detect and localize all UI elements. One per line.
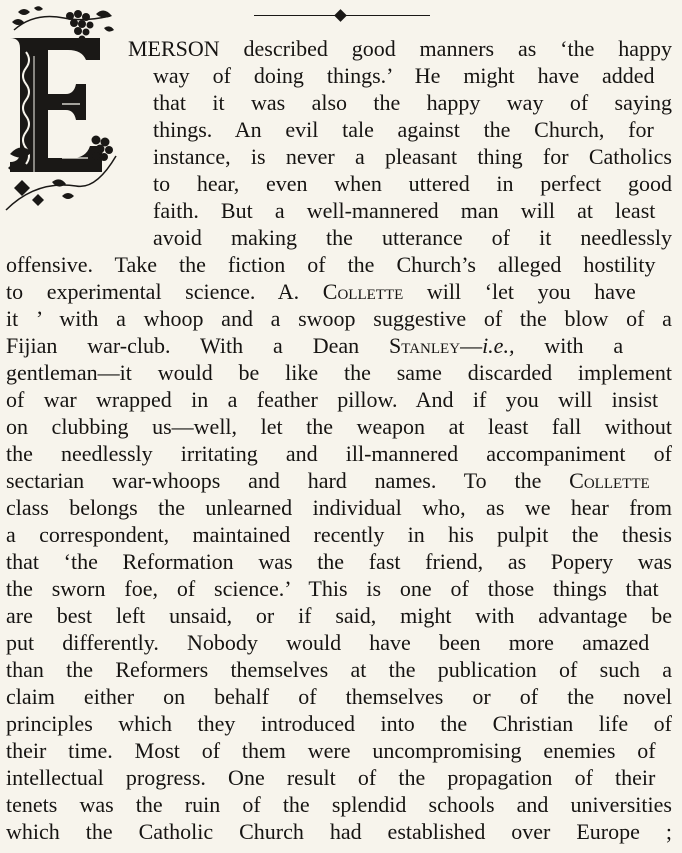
- text-line: [6, 524, 672, 546]
- text-run: are best left unsaid, or if said, might with advantage be: [6, 603, 673, 628]
- text-run: with a: [514, 333, 624, 358]
- text-run: described good manners as ‘the happy: [219, 36, 672, 61]
- text-run: offensive. Take the fiction of the Church’s alleged hostility: [6, 252, 656, 277]
- text-line: [153, 119, 654, 141]
- small-caps-name: Collette: [569, 468, 650, 493]
- text-line: [6, 470, 650, 492]
- text-line: [6, 632, 649, 654]
- text-run: to experimental science. A.: [6, 279, 323, 304]
- text-line: [6, 443, 672, 465]
- text-line: [153, 200, 655, 222]
- text-run: on clubbing us—well, let the weapon at least fall without: [6, 414, 672, 439]
- text-line: [6, 821, 672, 843]
- text-line: [6, 362, 672, 384]
- drop-cap-ornament: [4, 4, 118, 216]
- small-caps-name: Collette: [322, 279, 404, 304]
- text-line: [153, 173, 672, 195]
- text-run: than the Reformers themselves at the publication of such a: [6, 657, 673, 682]
- text-run: the sworn foe, of science.’ This is one of those things that: [6, 576, 659, 601]
- text-line: [6, 281, 636, 303]
- text-run: to hear, even when uttered in perfect good: [153, 171, 672, 196]
- rule-diamond: [334, 9, 347, 22]
- text-line: [6, 605, 672, 627]
- small-caps-name: MERSON: [128, 36, 220, 61]
- text-line: [6, 659, 672, 681]
- text-run: the needlessly irritating and ill-mannered accompaniment of: [6, 441, 672, 466]
- text-line: [6, 767, 655, 789]
- text-run: of war wrapped in a feather pillow. And if you will insist: [6, 387, 659, 412]
- text-run: faith. But a well-mannered man will at least: [153, 198, 656, 223]
- text-run: that ‘the Reformation was the fast friend, as Popery was: [6, 549, 672, 574]
- text-run: —: [460, 333, 483, 358]
- text-run: their time. Most of them were uncompromising enemies of: [6, 738, 656, 763]
- ornamental-rule: [254, 12, 430, 20]
- text-run: sectarian war-whoops and hard names. To the: [6, 468, 570, 493]
- text-run: will ‘let you have: [403, 279, 636, 304]
- text-run: a correspondent, maintained recently in his pulpit the thesis: [6, 522, 672, 547]
- text-line: [6, 794, 672, 816]
- text-line: [153, 146, 672, 168]
- text-run: put differently. Nobody would have been more amazed: [6, 630, 650, 655]
- italic-text: i.e.,: [482, 333, 515, 358]
- text-line: [6, 497, 672, 519]
- text-line: [6, 740, 656, 762]
- text-line: [128, 38, 672, 60]
- text-line: [6, 308, 672, 330]
- text-run: Fijian war-club. With a Dean: [6, 333, 390, 358]
- text-run: class belongs the unlearned individual who, as we hear from: [6, 495, 672, 520]
- text-run: intellectual progress. One result of the propagation of their: [6, 765, 656, 790]
- text-run: which the Catholic Church had established over Europe ;: [6, 819, 672, 844]
- text-line: [6, 335, 623, 357]
- text-run: principles which they introduced into the Christian life of: [6, 711, 672, 736]
- text-line: [6, 551, 672, 573]
- text-line: [153, 65, 655, 87]
- text-run: gentleman—it would be like the same discarded implement: [6, 360, 673, 385]
- text-line: [6, 389, 658, 411]
- text-line: [6, 686, 672, 708]
- text-run: claim either on behalf of themselves or of the novel: [6, 684, 673, 709]
- text-line: [6, 416, 672, 438]
- text-run: that it was also the happy way of saying: [153, 90, 672, 115]
- text-run: way of doing things.’ He might have added: [153, 63, 655, 88]
- text-run: instance, is never a pleasant thing for Catholics: [153, 144, 672, 169]
- text-line: [6, 713, 672, 735]
- text-run: tenets was the ruin of the splendid schools and universities: [6, 792, 672, 817]
- text-line: [153, 92, 672, 114]
- small-caps-name: Stanley: [389, 333, 461, 358]
- text-run: things. An evil tale against the Church, for: [153, 117, 654, 142]
- text-line: [153, 227, 672, 249]
- text-run: avoid making the utterance of it needlessly: [153, 225, 673, 250]
- text-line: [6, 254, 656, 276]
- text-line: [6, 578, 659, 600]
- text-run: it ’ with a whoop and a swoop suggestive of the blow of a: [6, 306, 672, 331]
